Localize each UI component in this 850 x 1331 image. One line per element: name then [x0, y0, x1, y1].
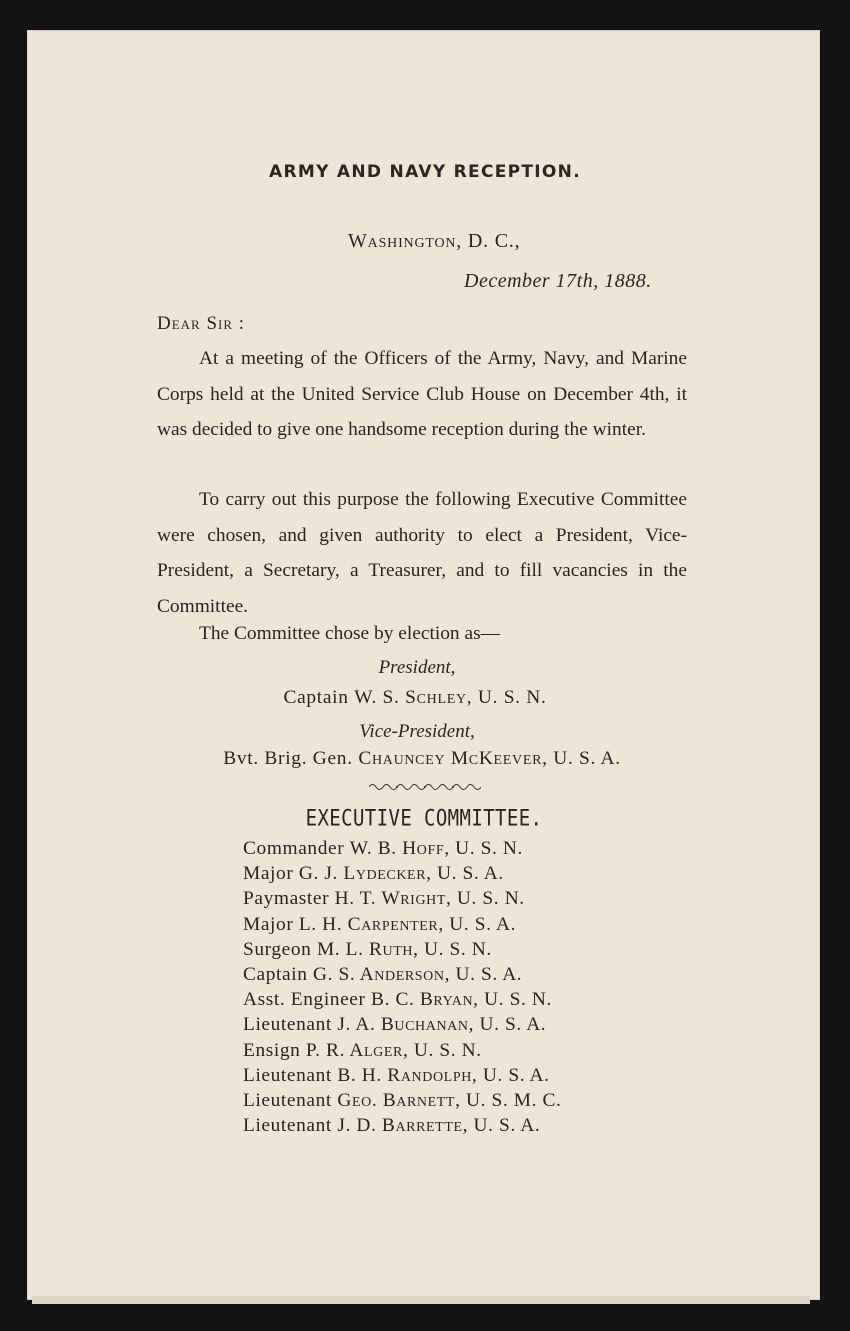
officer-rank: Bvt. Brig. Gen.: [223, 748, 353, 769]
document-heading: ARMY AND NAVY RECEPTION.: [269, 162, 581, 182]
member-name: H. T. Wright,: [334, 888, 452, 910]
salutation: Dear Sir :: [157, 313, 246, 334]
officer-vice-president: [0, 748, 847, 770]
committee-list: [243, 836, 561, 1138]
member-service: U. S. N.: [455, 838, 523, 859]
member-rank: Surgeon: [243, 938, 312, 960]
paragraph-meeting: At a meeting of the Officers of the Army, Navy, and Marine Corps held at the United Service Club House on December 4th, it was decided to give one handsome reception during the winter.: [157, 348, 687, 441]
election-intro: The Committee chose by election as—: [199, 623, 501, 644]
officer-service: U. S. N.: [477, 687, 547, 708]
paragraph-purpose: To carry out this purpose the following Executive Committee were chosen, and given authority to elect a President, Vice-President, a Secretary, a Treasurer, and to fill vacancies in the Committee.: [157, 489, 687, 617]
committee-member: [243, 886, 561, 911]
member-name: G. J. Lydecker,: [298, 863, 432, 885]
member-name: B. C. Bryan,: [371, 989, 479, 1011]
office-vice-president: Vice-President,: [359, 721, 475, 742]
member-service: U. S. N.: [484, 989, 552, 1011]
member-rank: Major: [243, 863, 294, 885]
committee-member: [243, 836, 561, 861]
committee-member: [243, 987, 561, 1012]
committee-member: [243, 1113, 561, 1138]
officer-rank: Captain: [283, 687, 349, 708]
member-service: U. S. N.: [413, 1039, 482, 1061]
member-rank: Captain: [243, 964, 308, 986]
dateline-place: Washington, D. C.,: [348, 230, 521, 252]
committee-member: [243, 861, 561, 886]
member-name: J. A. Buchanan,: [337, 1014, 475, 1036]
officer-name: W. S. Schley,: [354, 687, 473, 708]
office-president: President,: [378, 657, 456, 678]
dateline-date: December 17th, 1888.: [464, 270, 652, 292]
member-rank: Commander: [243, 838, 345, 859]
officer-name: Chauncey McKeever,: [358, 748, 548, 769]
member-name: P. R. Alger,: [305, 1039, 409, 1061]
paper-edge: [32, 1296, 810, 1304]
member-name: Geo. Barnett,: [337, 1090, 461, 1112]
member-service: U. S. A.: [473, 1115, 541, 1137]
member-rank: Ensign: [243, 1039, 301, 1061]
member-service: U. S. A.: [479, 1014, 547, 1036]
member-service: U. S. A.: [455, 964, 523, 986]
officer-president: [0, 687, 840, 709]
member-service: U. S. N.: [456, 888, 525, 910]
member-service: U. S. A.: [482, 1064, 550, 1086]
member-service: U. S. M. C.: [465, 1090, 562, 1112]
member-rank: Major: [243, 913, 294, 935]
member-rank: Lieutenant: [243, 1064, 332, 1086]
committee-member: [243, 1063, 561, 1088]
member-service: U. S. A.: [437, 863, 504, 885]
committee-member: [243, 937, 561, 962]
committee-member: [243, 962, 561, 987]
member-name: W. B. Hoff,: [349, 838, 450, 859]
member-rank: Asst. Engineer: [243, 989, 366, 1011]
member-rank: Paymaster: [243, 888, 330, 910]
committee-member: [243, 1088, 561, 1113]
member-rank: Lieutenant: [243, 1090, 332, 1112]
member-service: U. S. A.: [449, 913, 517, 935]
committee-title: EXECUTIVE COMMITTEE.: [305, 806, 543, 832]
member-rank: Lieutenant: [243, 1014, 332, 1036]
member-name: L. H. Carpenter,: [298, 913, 444, 935]
officer-service: U. S. A.: [553, 748, 621, 769]
ornamental-divider: [369, 782, 481, 792]
member-name: M. L. Ruth,: [316, 938, 419, 960]
committee-member: [243, 1012, 561, 1037]
member-service: U. S. N.: [424, 938, 492, 960]
member-name: B. H. Randolph,: [337, 1064, 478, 1086]
committee-member: [243, 912, 561, 937]
member-rank: Lieutenant: [243, 1115, 332, 1137]
member-name: G. S. Anderson,: [312, 964, 451, 986]
member-name: J. D. Barrette,: [337, 1115, 469, 1137]
committee-member: [243, 1038, 561, 1063]
